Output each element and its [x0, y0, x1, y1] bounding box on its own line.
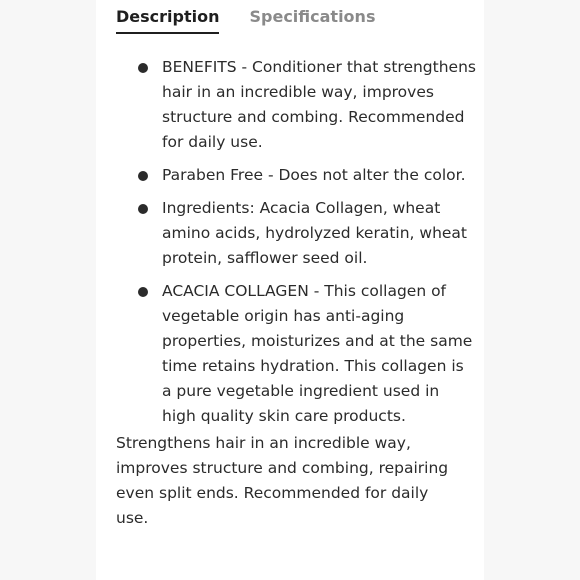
- tab-description[interactable]: Description: [116, 6, 219, 34]
- list-item-text: Paraben Free - Does not alter the color.: [162, 166, 466, 184]
- list-item: [116, 279, 476, 429]
- description-content: [116, 55, 476, 531]
- product-tabs: [116, 6, 375, 34]
- tab-specifications[interactable]: Specifications: [249, 7, 376, 26]
- bullet-dot-icon: [138, 287, 148, 297]
- bullet-dot-icon: [138, 171, 148, 181]
- list-item-text: BENEFITS - Conditioner that strengthens hair in an incredible way, improves structure and combing. Recommended for daily use.: [162, 58, 476, 151]
- description-paragraph: Strengthens hair in an incredible way, improves structure and combing, repairing even split ends. Recommended for daily use.: [116, 434, 449, 527]
- benefits-list: [116, 55, 476, 429]
- list-item-text: Ingredients: Acacia Collagen, wheat amino acids, hydrolyzed keratin, wheat protein, safflower seed oil.: [162, 199, 468, 267]
- list-item: [116, 55, 476, 155]
- list-item: [116, 163, 476, 188]
- bullet-dot-icon: [138, 63, 148, 73]
- bullet-dot-icon: [138, 204, 148, 214]
- list-item-text: ACACIA COLLAGEN - This collagen of vegetable origin has anti-aging properties, moisturizes and at the same time retains hydration. This collagen is a pure vegetable ingredient used in high quality skin care products.: [162, 282, 473, 425]
- list-item: [116, 196, 476, 271]
